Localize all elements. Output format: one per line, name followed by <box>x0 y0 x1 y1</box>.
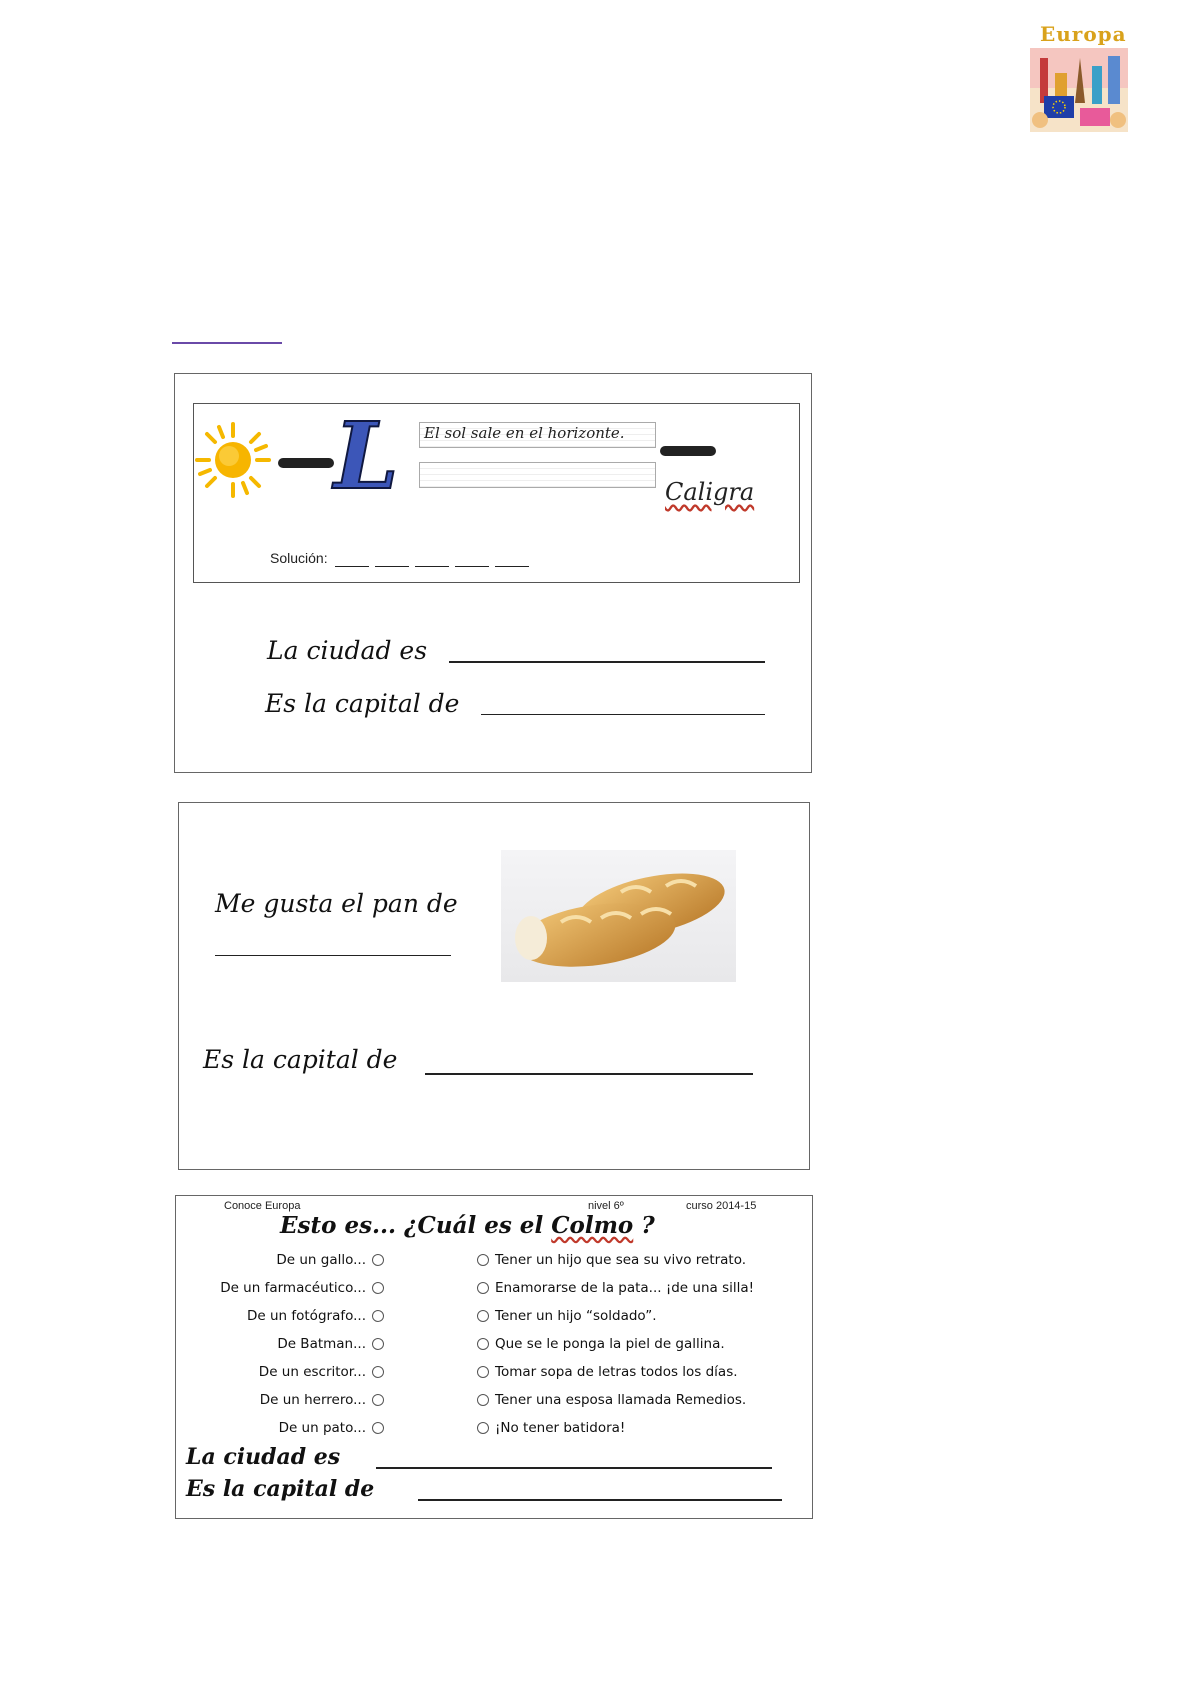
right-item[interactable] <box>471 1252 746 1268</box>
bread-prompt: Me gusta el pan de <box>215 889 458 918</box>
colmo-title <box>280 1212 655 1239</box>
header-level: nivel 6º <box>588 1200 624 1212</box>
city-prompt: La ciudad es <box>186 1444 341 1470</box>
right-item-label: Que se le ponga la piel de gallina. <box>495 1336 725 1352</box>
solution-blank[interactable] <box>415 566 449 567</box>
right-item[interactable] <box>471 1392 746 1408</box>
title-prefix: Esto es... ¿Cuál es el <box>280 1212 552 1239</box>
radio-icon[interactable] <box>477 1310 489 1322</box>
caligra-word: Caligra <box>665 478 755 506</box>
link-underline[interactable] <box>172 342 282 344</box>
calligraphy-line-2 <box>419 462 656 488</box>
radio-icon[interactable] <box>477 1366 489 1378</box>
right-item-label: Tener un hijo que sea su vivo retrato. <box>495 1252 747 1268</box>
rebus-box <box>193 403 800 583</box>
sun-icon <box>195 422 271 498</box>
left-item[interactable] <box>247 1308 390 1324</box>
radio-icon[interactable] <box>477 1338 489 1350</box>
europa-logo-image <box>1030 48 1128 132</box>
right-item[interactable] <box>471 1364 738 1380</box>
bread-image <box>501 850 736 982</box>
radio-icon[interactable] <box>372 1422 384 1434</box>
bread-card <box>178 802 810 1170</box>
city-prompt: La ciudad es <box>267 636 428 665</box>
rebus-dash <box>278 458 334 468</box>
left-item[interactable] <box>276 1252 390 1268</box>
radio-icon[interactable] <box>372 1394 384 1406</box>
calligraphy-text: El sol sale en el horizonte. <box>424 424 625 442</box>
radio-icon[interactable] <box>372 1310 384 1322</box>
header-left: Conoce Europa <box>224 1200 301 1212</box>
radio-icon[interactable] <box>372 1366 384 1378</box>
radio-icon[interactable] <box>372 1282 384 1294</box>
solution-blank[interactable] <box>455 566 489 567</box>
left-item-label: De un herrero... <box>259 1392 366 1408</box>
right-item[interactable] <box>471 1420 625 1436</box>
header-course: curso 2014-15 <box>686 1200 757 1212</box>
capital-answer-line[interactable] <box>481 714 765 715</box>
radio-icon[interactable] <box>477 1254 489 1266</box>
city-answer-line[interactable] <box>376 1467 772 1469</box>
logo-title: Europa <box>1040 22 1127 46</box>
capital-answer-line[interactable] <box>418 1499 782 1501</box>
left-item-label: De un gallo... <box>276 1252 366 1268</box>
radio-icon[interactable] <box>477 1422 489 1434</box>
right-item[interactable] <box>471 1308 657 1324</box>
left-item[interactable] <box>260 1392 390 1408</box>
solution-blank[interactable] <box>495 566 529 567</box>
rebus-letter-l: L <box>334 402 399 510</box>
rebus-card <box>174 373 812 773</box>
solution-blank[interactable] <box>335 566 369 567</box>
left-item[interactable] <box>259 1364 390 1380</box>
capital-prompt: Es la capital de <box>265 689 460 718</box>
solution-label: Solución: <box>270 550 328 566</box>
title-word: Colmo <box>551 1212 634 1239</box>
capital-prompt: Es la capital de <box>186 1476 375 1502</box>
bread-answer-line[interactable] <box>215 955 451 956</box>
left-item-label: De un escritor... <box>258 1364 366 1380</box>
rebus-dash <box>660 446 716 456</box>
radio-icon[interactable] <box>372 1254 384 1266</box>
radio-icon[interactable] <box>477 1282 489 1294</box>
left-item[interactable] <box>277 1336 390 1352</box>
solution-blank[interactable] <box>375 566 409 567</box>
right-item[interactable] <box>471 1280 754 1296</box>
left-item[interactable] <box>279 1420 390 1436</box>
left-item-label: De un farmacéutico... <box>220 1280 366 1296</box>
capital-prompt: Es la capital de <box>203 1045 398 1074</box>
right-item-label: ¡No tener batidora! <box>495 1420 626 1436</box>
colmo-card <box>175 1195 813 1519</box>
left-item[interactable] <box>220 1280 390 1296</box>
right-item-label: Tener una esposa llamada Remedios. <box>495 1392 747 1408</box>
capital-answer-line[interactable] <box>425 1073 753 1075</box>
right-item-label: Tener un hijo “soldado”. <box>495 1308 657 1324</box>
right-item-label: Enamorarse de la pata... ¡de una silla! <box>495 1280 755 1296</box>
radio-icon[interactable] <box>477 1394 489 1406</box>
left-item-label: De un pato... <box>278 1420 366 1436</box>
city-answer-line[interactable] <box>449 661 765 663</box>
title-suffix: ? <box>633 1212 655 1239</box>
radio-icon[interactable] <box>372 1338 384 1350</box>
left-item-label: De Batman... <box>277 1336 366 1352</box>
right-item-label: Tomar sopa de letras todos los días. <box>495 1364 738 1380</box>
calligraphy-line-1 <box>419 422 656 448</box>
left-item-label: De un fotógrafo... <box>246 1308 366 1324</box>
right-item[interactable] <box>471 1336 725 1352</box>
